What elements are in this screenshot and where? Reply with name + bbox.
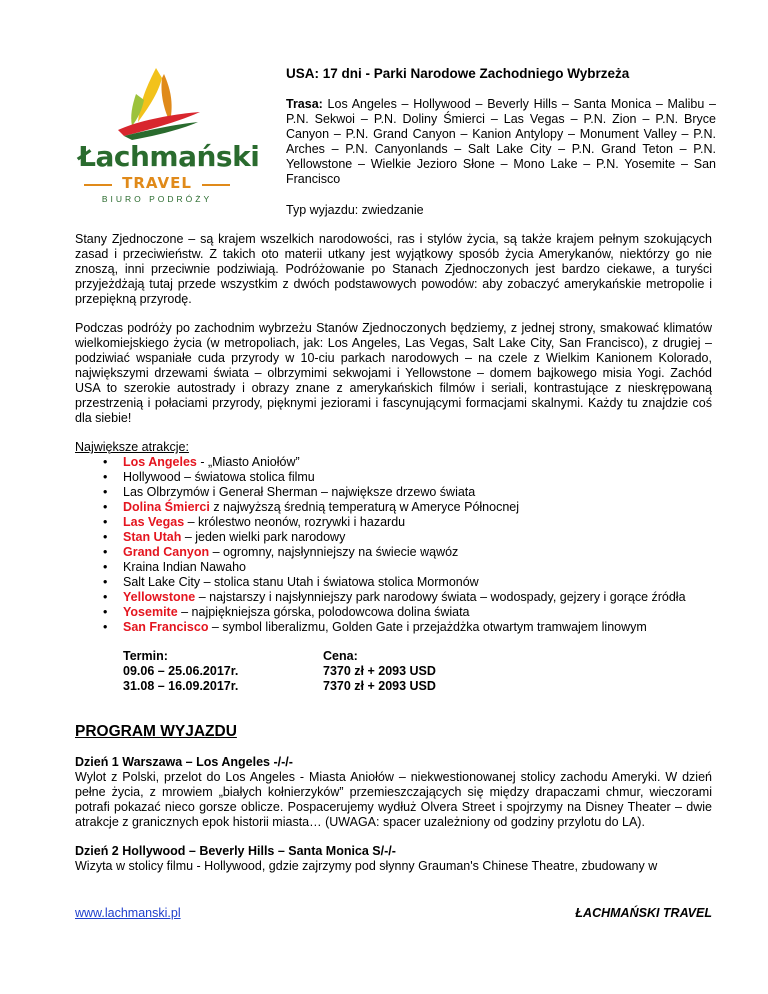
attraction-item: • Yosemite – najpiękniejsza górska, polodowcowa dolina świata [123, 605, 712, 620]
page-footer [75, 906, 712, 920]
price-1: 7370 zł + 2093 USD [323, 664, 436, 678]
day-title: Dzień 1 Warszawa – Los Angeles -/-/- [75, 755, 293, 769]
attraction-item: • Kraina Indian Nawaho [123, 560, 712, 575]
day-text: Wylot z Polski, przelot do Los Angeles - Miasta Aniołów – niekwestionowanej stolicy zachodu Ameryki. W dzień pełne życia, z mrowiem „białych kołnierzyków” przemieszczających się między drapaczami chmur, wieczorami potrafi pokazać nieco gorsze oblicze. Pospacerujemy wydłuż Olvera Street i spojrzymy na Disney Theater – dwie atrakcje z granicznych epok historii miasta… (UWAGA: spacer uzależniony od godziny przylotu do LA). [75, 770, 712, 829]
program-day [75, 755, 712, 830]
day-title: Dzień 2 Hollywood – Beverly Hills – Santa Monica S/-/- [75, 844, 396, 858]
attraction-item: • Stan Utah – jeden wielki park narodowy [123, 530, 712, 545]
logo-travel: TRAVEL [122, 174, 192, 192]
terms-column [123, 649, 323, 694]
trip-type: Typ wyjazdu: zwiedzanie [286, 203, 424, 217]
intro-paragraph-1: Stany Zjednoczone – są krajem wszelkich narodowości, ras i stylów życia, są także krajem pełnym szokujących zasad i przeciwieństw. Z takich oto materii utkany jest wyjątkowy sposób życia Amerykanów, niektórzy go nie znoszą, inni przeciwnie podziwiają. Podróżowanie po Stanach Zjednoczonych jest bardzo ciekawe, a turyści przyjeżdżają tutaj przede wszystkim z dwóch podstawowych powodów: aby zobaczyć amerykańskie metropolie i przepiękną przyrodę. [75, 232, 712, 306]
attraction-item: • San Francisco – symbol liberalizmu, Golden Gate i przejażdżka otwartym tramwajem linowym [123, 620, 712, 635]
attraction-item: • Salt Lake City – stolica stanu Utah i światowa stolica Mormonów [123, 575, 712, 590]
main-content [75, 232, 712, 888]
day-text: Wizyta w stolicy filmu - Hollywood, gdzie zajrzymy pod słynny Grauman's Chinese Theatre, zbudowany w [75, 859, 658, 873]
prices-column [323, 649, 436, 694]
price-label: Cena: [323, 649, 358, 663]
term-2: 31.08 – 16.09.2017r. [123, 679, 239, 693]
attraction-item: • Los Angeles - „Miasto Aniołów” [123, 455, 712, 470]
term-1: 09.06 – 25.06.2017r. [123, 664, 239, 678]
trip-header [286, 66, 716, 218]
attraction-item: • Dolina Śmierci z najwyższą średnią temperaturą w Ameryce Północnej [123, 500, 712, 515]
company-logo [78, 64, 260, 204]
intro-paragraph-2: Podczas podróży po zachodnim wybrzeżu Stanów Zjednoczonych będziemy, z jednej strony, smakować klimatów wielkomiejskiego życia (w metropoliach, jak: Los Angeles, Las Vegas, Salt Lake City, San Francisco), z drugiej – podziwiać wspaniałe cuda przyrody w 10-ciu parkach narodowych – na czele z Wielkim Kanionem Kolorado, największymi drzewami świata – olbrzymimi sekwojami i Yellowstone – domem bajkowego misia Yogi. Zachód USA to szerokie autostrady i obrazy znane z amerykańskich filmów i seriali, kontrastujące z nieskrępowaną przestrzenią i połaciami przyrody, pięknymi jeziorami i fascynującymi formacjami skalnymi. Każdy tu znajdzie coś dla siebie! [75, 321, 712, 425]
attraction-item: • Hollywood – światowa stolica filmu [123, 470, 712, 485]
price-2: 7370 zł + 2093 USD [323, 679, 436, 693]
footer-brand: ŁACHMAŃSKI TRAVEL [575, 906, 712, 920]
program-title: PROGRAM WYJAZDU [75, 723, 237, 740]
attraction-item: • Las Vegas – królestwo neonów, rozrywki i hazardu [123, 515, 712, 530]
sail-logo-icon [78, 64, 236, 144]
dates-prices [123, 649, 712, 694]
attraction-item: • Yellowstone – najstarszy i najsłynniejszy park narodowy świata – wodospady, gejzery i gorące źródła [123, 590, 712, 605]
logo-name: Łachmański [78, 140, 260, 173]
page-title: USA: 17 dni - Parki Narodowe Zachodniego Wybrzeża [286, 66, 630, 81]
route-text: Los Angeles – Hollywood – Beverly Hills – Santa Monica – Malibu – P.N. Sekwoi – P.N. Doliny Śmierci – Las Vegas – P.N. Zion – P.N. Bryce Canyon – P.N. Grand Canyon – Kanion Antylopy – Monument Valley – P.N. Arches – P.N. Canyonlands – Salt Lake City – P.N. Grand Teton – P.N. Yellowstone – Wielkie Jezioro Słone – Mono Lake – P.N. Yosemite – San Francisco [286, 97, 716, 186]
website-link[interactable]: www.lachmanski.pl [75, 906, 181, 920]
logo-line-right [202, 184, 230, 186]
attraction-item: • Grand Canyon – ogromny, najsłynniejszy na świecie wąwóz [123, 545, 712, 560]
route [286, 97, 716, 187]
attraction-item: • Las Olbrzymów i Generał Sherman – największe drzewo świata [123, 485, 712, 500]
attractions-title: Największe atrakcje: [75, 440, 189, 454]
route-label: Trasa: [286, 97, 323, 111]
program-day [75, 844, 712, 874]
logo-subtitle: BIURO PODRÓŻY [101, 194, 213, 204]
attractions-list [75, 455, 712, 635]
term-label: Termin: [123, 649, 168, 663]
